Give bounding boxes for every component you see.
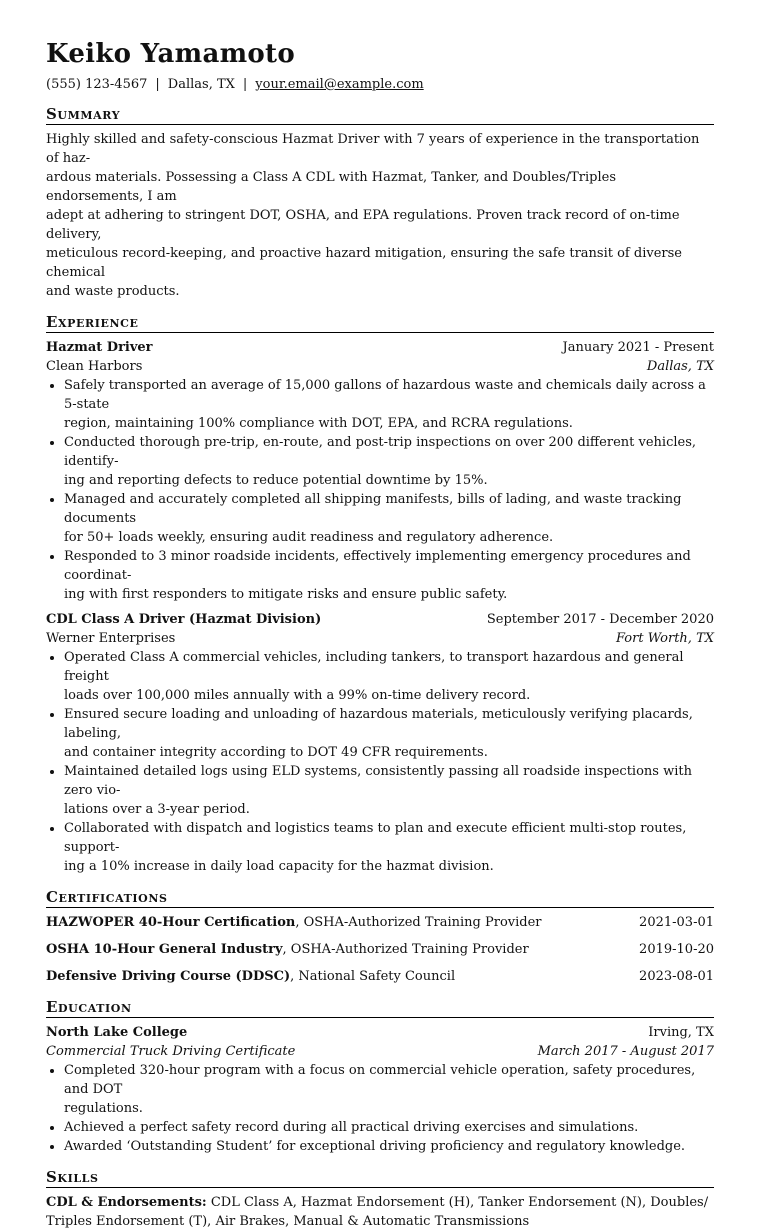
education-subheader	[46, 1042, 714, 1061]
job-dates: January 2021 - Present	[562, 340, 714, 355]
company-name: Clean Harbors	[46, 359, 143, 374]
bullet-line: Ensured secure loading and unloading of hazardous materials, meticulously verifying placards, labeling,	[64, 707, 693, 741]
certification-issuer: , OSHA-Authorized Training Provider	[295, 915, 542, 930]
certification-text	[46, 913, 542, 932]
certification-text	[46, 967, 455, 986]
bullet-line: Completed 320-hour program with a focus on commercial vehicle operation, safety procedures, and DOT	[64, 1063, 696, 1097]
job-header	[46, 610, 714, 629]
bullet-line: lations over a 3-year period.	[64, 802, 250, 817]
separator: |	[242, 77, 248, 92]
job-bullets	[46, 376, 714, 604]
job-entry	[46, 610, 714, 876]
list-item	[46, 547, 714, 604]
bullet-line: ing and reporting defects to reduce potential downtime by 15%.	[64, 473, 488, 488]
skills-line	[46, 1193, 714, 1212]
list-item	[46, 819, 714, 876]
list-item	[46, 433, 714, 490]
school-name: North Lake College	[46, 1025, 188, 1040]
list-item	[46, 376, 714, 433]
job-dates: September 2017 - December 2020	[486, 612, 714, 627]
job-title: Hazmat Driver	[46, 340, 153, 355]
education-dates: March 2017 - August 2017	[537, 1044, 714, 1059]
experience-heading: Experience	[46, 313, 714, 333]
skills-heading: Skills	[46, 1168, 714, 1188]
summary-heading: Summary	[46, 105, 714, 125]
list-item	[46, 762, 714, 819]
job-header	[46, 338, 714, 357]
skills-line: Triples Endorsement (T), Air Brakes, Manual & Automatic Transmissions	[46, 1214, 530, 1229]
bullet-line: loads over 100,000 miles annually with a 99% on-time delivery record.	[64, 688, 531, 703]
summary-line: ardous materials. Possessing a Class A CDL with Hazmat, Tanker, and Doubles/Triples endorsements, I am	[46, 170, 617, 204]
bullet-line: Collaborated with dispatch and logistics teams to plan and execute efficient multi-stop routes, support-	[64, 821, 687, 855]
job-subheader	[46, 629, 714, 648]
certification-name: HAZWOPER 40-Hour Certification	[46, 915, 296, 930]
education-bullets	[46, 1061, 714, 1156]
certification-date: 2023-08-01	[639, 969, 714, 984]
bullet-line: ing with first responders to mitigate risks and ensure public safety.	[64, 587, 508, 602]
certification-row	[46, 967, 714, 986]
job-entry	[46, 338, 714, 604]
job-location: Dallas, TX	[646, 359, 714, 374]
list-item	[46, 1118, 714, 1137]
certification-issuer: , National Safety Council	[290, 969, 456, 984]
school-location: Irving, TX	[648, 1025, 714, 1040]
phone-number: (555) 123-4567	[46, 77, 148, 92]
bullet-line: and container integrity according to DOT 49 CFR requirements.	[64, 745, 488, 760]
certification-date: 2021-03-01	[639, 915, 714, 930]
certification-name: Defensive Driving Course (DDSC)	[46, 969, 291, 984]
list-item	[46, 490, 714, 547]
job-bullets	[46, 648, 714, 876]
location: Dallas, TX	[167, 77, 235, 92]
certification-row	[46, 913, 714, 932]
list-item	[46, 705, 714, 762]
certifications-heading: Certifications	[46, 888, 714, 908]
email-link[interactable]: your.email@example.com	[255, 77, 424, 92]
bullet-line: Maintained detailed logs using ELD systems, consistently passing all roadside inspections with zero vio-	[64, 764, 692, 798]
certification-row	[46, 940, 714, 959]
education-header	[46, 1023, 714, 1042]
bullet-line: Awarded ‘Outstanding Student’ for exceptional driving proficiency and regulatory knowledge.	[64, 1139, 686, 1154]
job-location: Fort Worth, TX	[615, 631, 714, 646]
bullet-line: Safely transported an average of 15,000 gallons of hazardous waste and chemicals daily across a 5-state	[64, 378, 706, 412]
summary-line: adept at adhering to stringent DOT, OSHA, and EPA regulations. Proven track record of on-time delivery,	[46, 208, 680, 242]
list-item	[46, 1061, 714, 1118]
summary-paragraph	[46, 130, 714, 301]
list-item	[46, 648, 714, 705]
bullet-line: ing a 10% increase in daily load capacity for the hazmat division.	[64, 859, 494, 874]
bullet-line: Managed and accurately completed all shipping manifests, bills of lading, and waste tracking documents	[64, 492, 682, 526]
certification-issuer: , OSHA-Authorized Training Provider	[282, 942, 529, 957]
bullet-line: Conducted thorough pre-trip, en-route, and post-trip inspections on over 200 different vehicles, identify-	[64, 435, 696, 469]
job-title: CDL Class A Driver (Hazmat Division)	[46, 612, 322, 627]
bullet-line: Responded to 3 minor roadside incidents, effectively implementing emergency procedures and coordinat-	[64, 549, 691, 583]
bullet-line: Achieved a perfect safety record during all practical driving exercises and simulations.	[64, 1120, 639, 1135]
skills-label: CDL & Endorsements:	[46, 1195, 207, 1210]
company-name: Werner Enterprises	[46, 631, 176, 646]
bullet-line: for 50+ loads weekly, ensuring audit readiness and regulatory adherence.	[64, 530, 554, 545]
certification-text	[46, 940, 529, 959]
bullet-line: region, maintaining 100% compliance with DOT, EPA, and RCRA regulations.	[64, 416, 573, 431]
summary-line: Highly skilled and safety-conscious Hazmat Driver with 7 years of experience in the transportation of haz-	[46, 132, 700, 166]
bullet-line: Operated Class A commercial vehicles, including tankers, to transport hazardous and general freight	[64, 650, 684, 684]
summary-line: and waste products.	[46, 284, 180, 299]
certification-name: OSHA 10-Hour General Industry	[46, 942, 283, 957]
education-heading: Education	[46, 998, 714, 1018]
skills-text: CDL Class A, Hazmat Endorsement (H), Tanker Endorsement (N), Doubles/	[206, 1195, 709, 1210]
resume-page	[46, 38, 714, 1231]
summary-line: meticulous record-keeping, and proactive hazard mitigation, ensuring the safe transit of diverse chemical	[46, 246, 682, 280]
list-item	[46, 1137, 714, 1156]
certification-date: 2019-10-20	[639, 942, 714, 957]
candidate-name: Keiko Yamamoto	[46, 39, 296, 69]
job-subheader	[46, 357, 714, 376]
contact-line	[46, 76, 714, 93]
program-name: Commercial Truck Driving Certificate	[46, 1044, 296, 1059]
separator: |	[155, 77, 160, 92]
bullet-line: regulations.	[64, 1101, 143, 1116]
